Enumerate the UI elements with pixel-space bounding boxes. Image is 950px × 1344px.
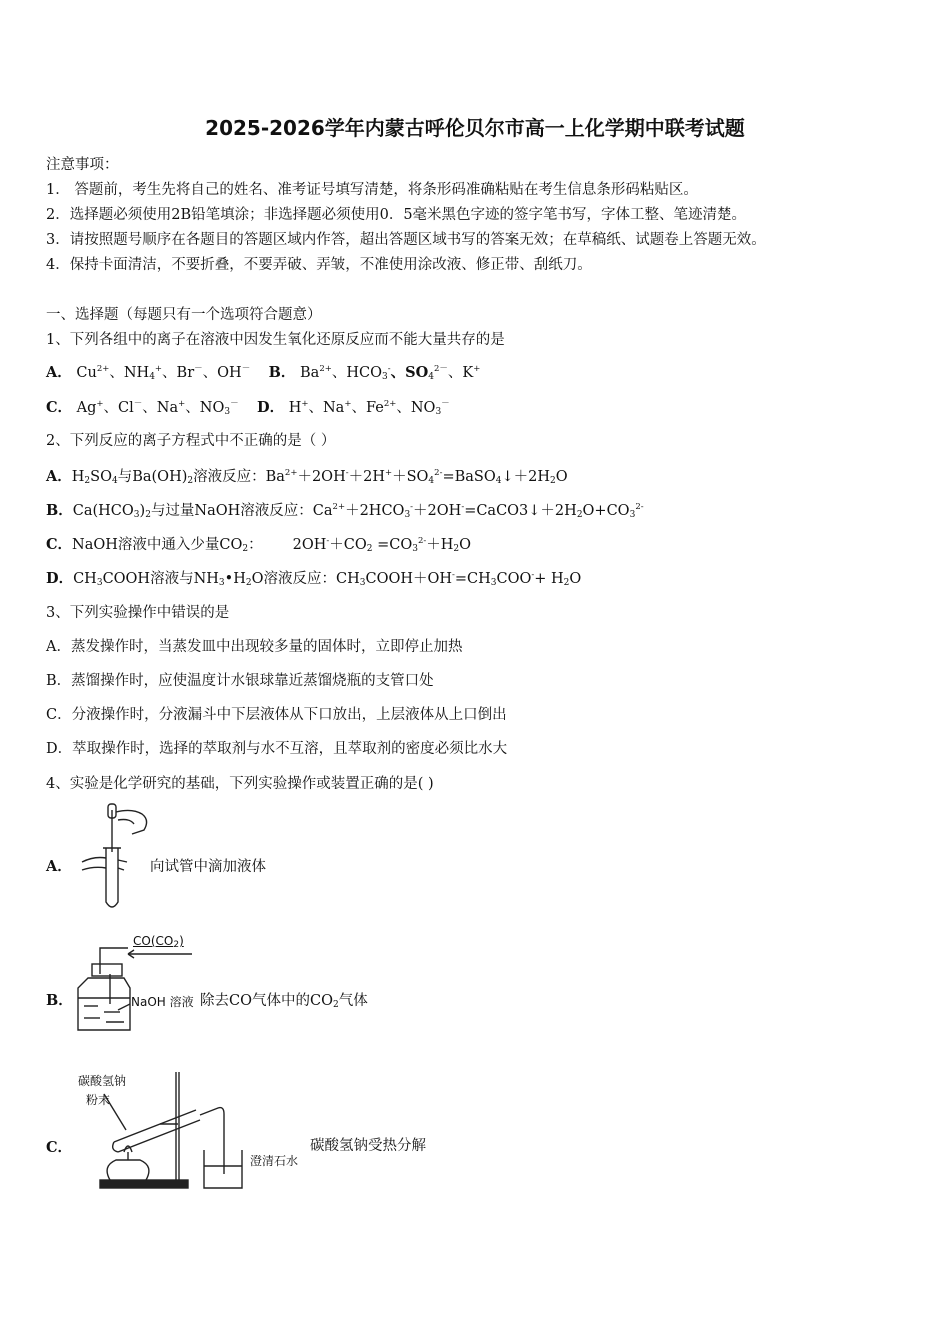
powder-label-line2: 粉末 <box>86 1093 111 1107</box>
option-c: Ag+、Cl－、Na+、$NO_3^-$ <box>76 399 239 417</box>
notice-item: 4．保持卡面清洁，不要折叠，不要弄破、弄皱，不准使用涂改液、修正带、刮纸刀。 <box>46 257 592 273</box>
solution-label: NaOH 溶液 <box>131 995 194 1009</box>
option-label: D． <box>257 399 285 416</box>
question-3-option-d: D．萃取操作时，选择的萃取剂与水不互溶，且萃取剂的密度必须比水大 <box>46 741 508 757</box>
option-label: A． <box>46 858 72 875</box>
section-heading: 一、选择题（每题只有一个选项符合题意） <box>46 307 322 323</box>
option-label: C． <box>46 1139 73 1156</box>
question-2-option-a: A．$H_2SO_4$与$Ba(OH)_2$溶液反应：$Ba^{2+}+2OH^-+2H^++SO_4^{2-}=BaSO_4↓+2H_2O$ <box>46 468 568 486</box>
question-1-stem: 1、下列各组中的离子在溶液中因发生氧化还原反应而不能大量共存的是 <box>46 332 505 348</box>
powder-label-line1: 碳酸氢钠 <box>78 1074 127 1088</box>
gas-label: $CO(CO_2)$ <box>133 934 184 950</box>
option-b: $Ba^{2+}$、$HCO_3^-$、$SO_4^{2-}$、K+ <box>300 364 481 382</box>
question-1-row-ab <box>46 361 480 382</box>
limewater-label: 澄清石水 <box>250 1154 299 1168</box>
option-a: $Cu^{2+}$、$NH_4^+$、Br－、OH－ <box>76 364 251 382</box>
option-d: H+、Na+、$Fe^{2+}$、$NO_3^-$ <box>288 399 450 417</box>
question-2-stem: 2、下列反应的离子方程式中不正确的是（ ） <box>46 433 336 449</box>
question-4-stem: 4、实验是化学研究的基础，下列实验操作或装置正确的是( ) <box>46 776 434 792</box>
question-3-option-b: B．蒸馏操作时，应使温度计水银球靠近蒸馏烧瓶的支管口处 <box>46 673 434 689</box>
notice-heading: 注意事项： <box>46 157 119 173</box>
option-label: B． <box>46 992 73 1009</box>
question-3-option-c: C．分液操作时，分液漏斗中下层液体从下口放出，上层液体从上口倒出 <box>46 707 507 723</box>
question-2-option-d: D．$CH_3COOH$溶液与$NH_3•H_2O$溶液反应：$CH_3COOH+OH^-=CH_3COO^-+ H_2O$ <box>46 570 582 588</box>
notice-item: 2．选择题必须使用2B铅笔填涂；非选择题必须使用0．5毫米黑色字迹的签字笔书写，字体工整、笔迹清楚。 <box>46 207 747 223</box>
heating-apparatus-figure <box>96 1068 256 1194</box>
question-2-option-c: C．NaOH溶液中通入少量$CO_2$： $2OH^-+CO_2 =CO_3^{2-}+H_2O$ <box>46 536 472 554</box>
question-4-option-c-text: 碳酸氢钠受热分解 <box>310 1138 426 1154</box>
page-title: 2025-2026学年内蒙古呼伦贝尔市高一上化学期中联考试题 <box>205 116 745 140</box>
question-3-stem: 3、下列实验操作中错误的是 <box>46 605 230 621</box>
notice-item: 1． 答题前，考生先将自己的姓名、准考证号填写清楚，将条形码准确粘贴在考生信息条形码粘贴区。 <box>46 182 698 198</box>
option-label: C． <box>46 399 73 416</box>
notice-item: 3．请按照题号顺序在各题目的答题区域内作答，超出答题区域书写的答案无效；在草稿纸、试题卷上答题无效。 <box>46 232 766 248</box>
question-3-option-a: A．蒸发操作时，当蒸发皿中出现较多量的固体时，立即停止加热 <box>46 639 463 655</box>
dropper-test-tube-figure <box>72 800 157 915</box>
option-label: A． <box>46 364 72 381</box>
question-2-option-b: B．$Ca(HCO_3)_2$与过量NaOH溶液反应：$Ca^{2+}+2HCO_3^-+2OH^-=CaCO3↓+2H_2O+CO_3^{2-}$ <box>46 502 644 520</box>
question-4-option-b-text: 除去CO气体中的$CO_2$气体 <box>200 993 368 1010</box>
question-4-option-a-text: 向试管中滴加液体 <box>150 859 266 875</box>
question-1-row-cd <box>46 396 450 417</box>
option-label: B． <box>268 364 296 381</box>
